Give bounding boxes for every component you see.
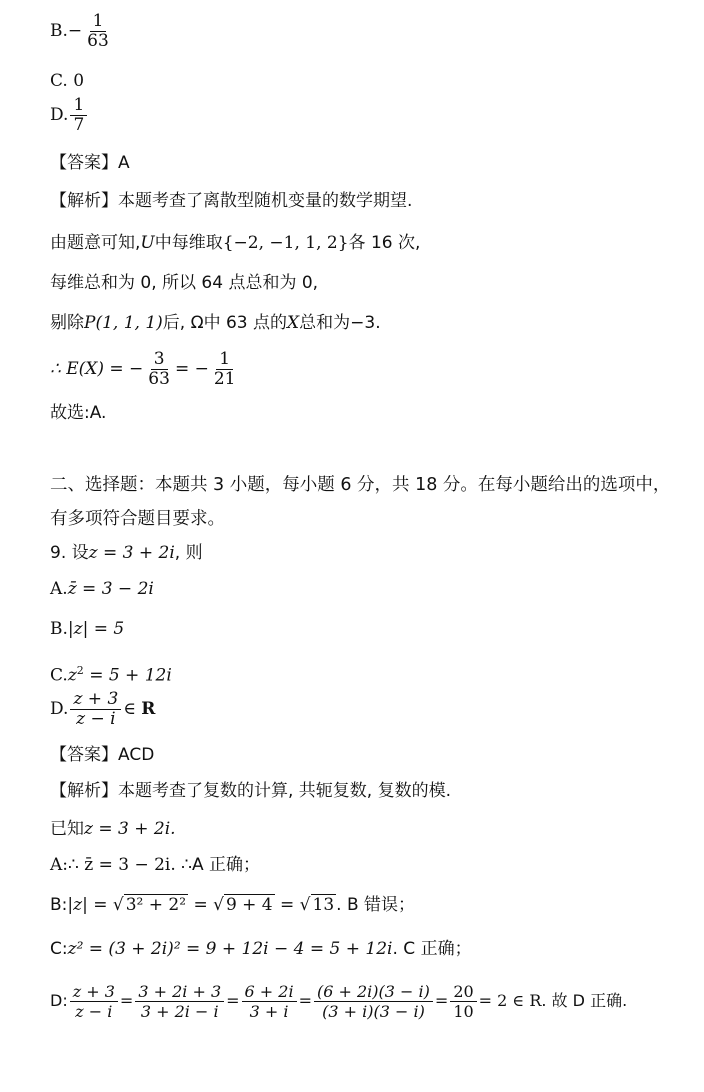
q8-option-b: B.− $\frac{1}{63}$ [50,12,114,51]
fraction: $\frac{(6 + 2i)(3 - i)}{(3 + i)(3 - i)}$ [314,982,433,1021]
q9-stem: 9. 设z = 3 + 2i, 则 [50,543,203,563]
q8-option-c: C. 0 [50,71,85,91]
fraction: $\frac{3 + 2i + 3}{3 + 2i - i}$ [135,982,224,1021]
fraction: $\frac{3}{63}$ [148,349,170,389]
q9-analysis-c: C:z² = (3 + 2i)² = 9 + 12i − 4 = 5 + 12i. C 正确； [50,939,472,959]
fraction: $\frac{1}{21}$ [213,349,236,389]
q9-analysis-d: D: $\frac{z + 3}{z - i}$ = $\frac{3 + 2i + 3}{3 + 2i - i}$ = $\frac{6 + 2i}{3 + i}$ = $\frac{(6 + 2i)(3 - i)}{(3 + i)(3 - i)}$ = $\frac{20}{10}$ = 2 ∈ R. 故 D 正确. [50,982,628,1021]
fraction: $\frac{20}{10}$ [450,982,476,1021]
q9-option-b: B.|z| = 5 [50,619,125,639]
q9-analysis-b: B:|z| = √ 3² + 2² = √ 9 + 4 = √ 13 . B 错误； [50,895,416,915]
option-label: B. [50,21,68,41]
q8-analysis-title: 【解析】本题考查了离散型随机变量的数学期望. [50,191,413,211]
q9-analysis-a: A:∴ z̄ = 3 − 2i. ∴A 正确； [50,855,261,875]
fraction: $\frac{6 + 2i}{3 + i}$ [242,982,297,1021]
q8-analysis-conclusion: 故选:A. [50,403,107,423]
q8-analysis-line4: ∴ E(X) = − $\frac{3}{63}$ = − $\frac{1}{21}$ [50,350,240,389]
q8-analysis-line1: 由题意可知,U中每维取{−2, −1, 1, 2}各 16 次, [50,233,421,253]
section-header-line2: 有多项符合题目要求。 [50,509,225,529]
q9-analysis-known: 已知z = 3 + 2i. [50,819,176,839]
q9-option-d: D. $\frac{z + 3}{z - i}$ ∈ R [50,689,156,729]
q9-option-a: A.z̄ = 3 − 2i [50,579,154,599]
q9-analysis-title: 【解析】本题考查了复数的计算, 共轭复数, 复数的模. [50,781,452,801]
q8-answer: 【答案】A [50,153,130,173]
q9-option-c: $C.z^2 = 5 + 12i$ [50,664,172,686]
fraction: $\frac{z + 3}{z - i}$ [70,690,121,729]
fraction: $\frac{z + 3}{z - i}$ [70,982,118,1021]
section-header-line1: 二、选择题：本题共 3 小题，每小题 6 分，共 18 分。在每小题给出的选项中， [50,475,671,495]
fraction: $\frac{1}{7}$ [70,96,87,135]
q8-analysis-line3: 剔除P(1, 1, 1)后, Ω中 63 点的X总和为−3. [50,313,381,333]
fraction: $\frac{1}{63}$ [87,11,109,51]
q9-answer: 【答案】ACD [50,745,155,765]
q8-analysis-line2: 每维总和为 0, 所以 64 点总和为 0, [50,273,319,293]
q8-option-d: D. $\frac{1}{7}$ [50,96,89,135]
